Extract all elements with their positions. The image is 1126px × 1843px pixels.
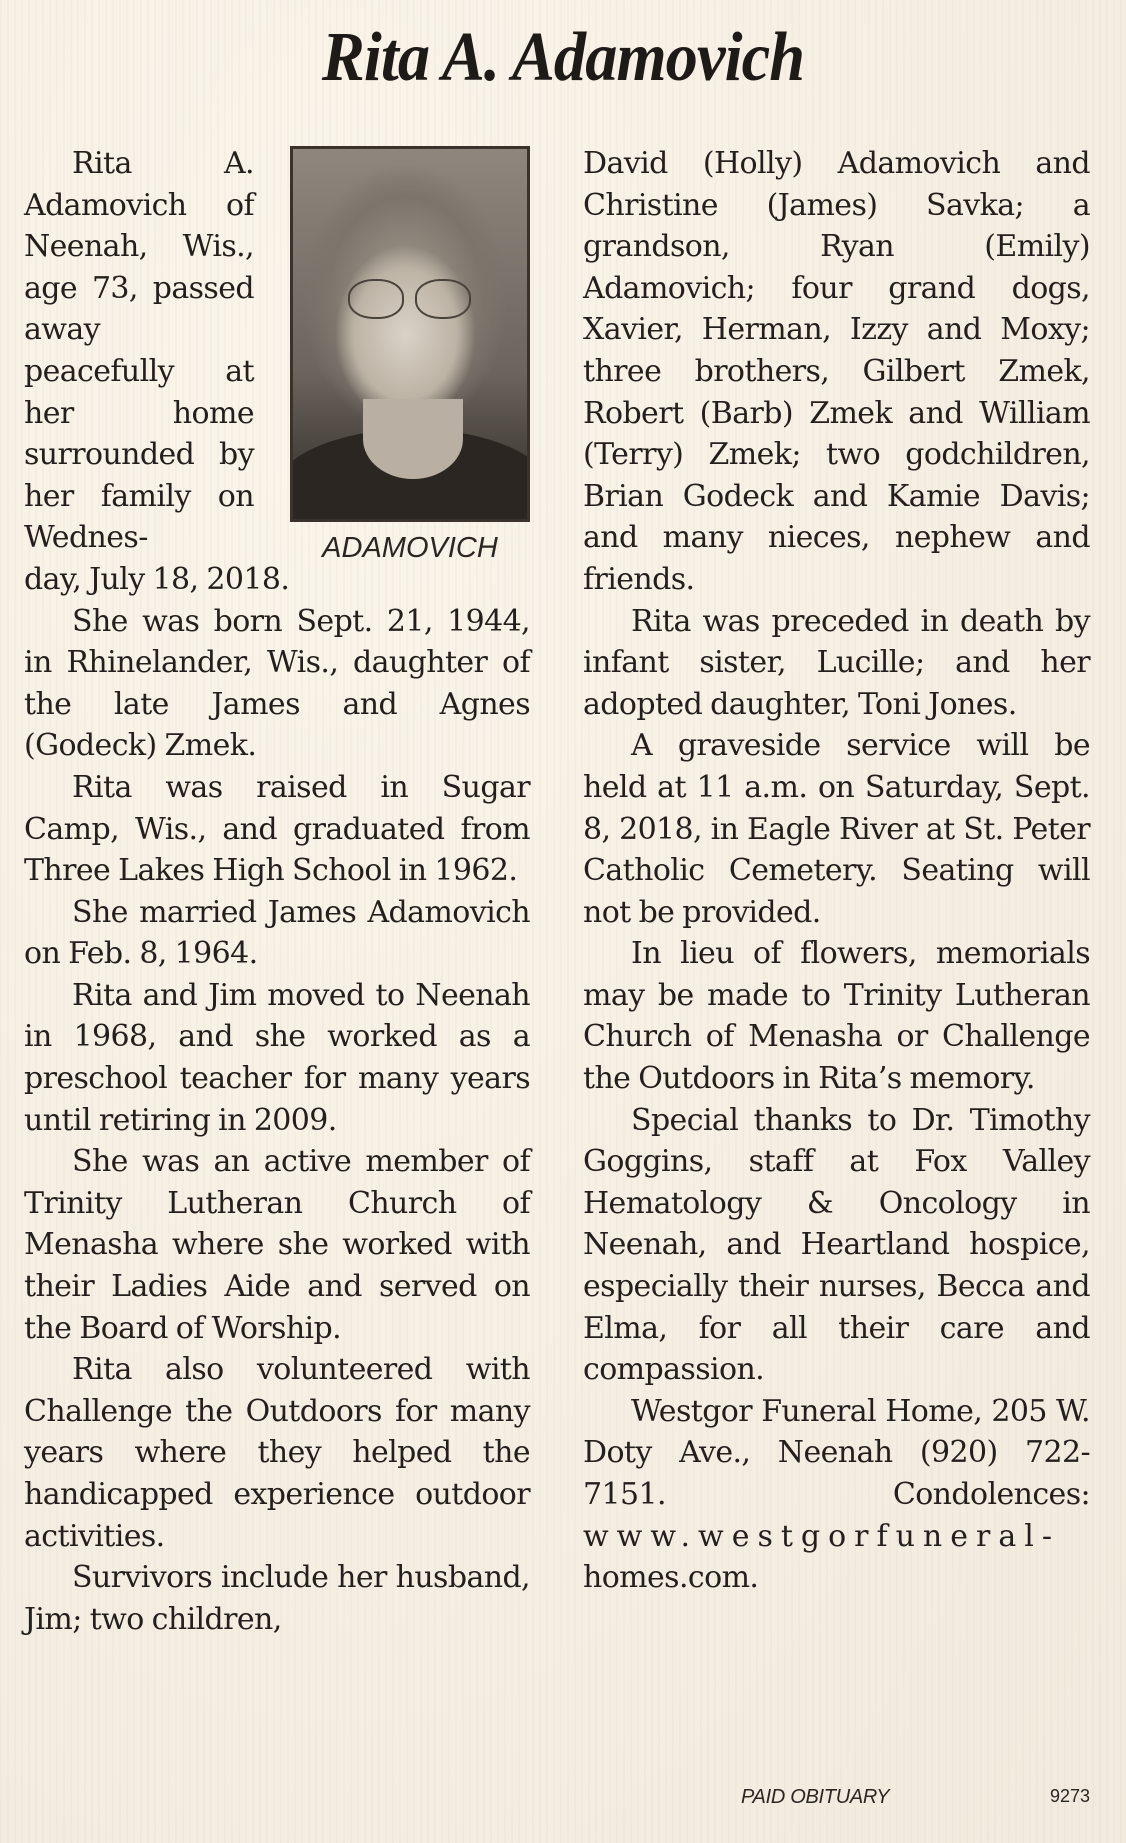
paragraph-survivors-start: Survivors include her husband, Jim; two children, — [24, 1560, 530, 1637]
paragraph-service: A graveside service will be held at 11 a.m. on Saturday, Sept. 8, 2018, in Eagle River at St. Peter Catholic Cemetery. Seating will not be provided. — [583, 728, 1090, 930]
obituary-title: Rita A. Adamovich — [321, 19, 805, 96]
intro-paragraph: Rita A. Adamovich of Neenah, Wis., age 73, passed away peacefully at her home surrounded by her family on Wednes- — [24, 146, 254, 556]
paragraph-volunteer: Rita also volunteered with Challenge the Outdoors for many years where they helped the handicapped experience outdoor activities. — [24, 1352, 530, 1554]
paragraph-birth: She was born Sept. 21, 1944, in Rhinelander, Wis., daughter of the late James and Agnes (Godeck) Zmek. — [24, 603, 530, 764]
intro-paragraph-wrap — [24, 143, 254, 559]
photo-caption: ADAMOVICH — [322, 532, 498, 564]
funeral-home-website-end[interactable]: homes.com. — [583, 1560, 759, 1596]
paragraph-career: Rita and Jim moved to Neenah in 1968, and she worked as a preschool teacher for many years until retiring in 2009. — [24, 977, 530, 1138]
intro-paragraph-end: day, July 18, 2018. — [24, 561, 290, 597]
paragraph-thanks: Special thanks to Dr. Timothy Goggins, staff at Fox Valley Hematology & Oncology in Neenah, and Heartland hospice, especially their nurses, Becca and Elma, for all their care and compassion. — [583, 1102, 1090, 1388]
ad-number: 9273 — [1049, 1786, 1090, 1806]
paragraph-memorials: In lieu of flowers, memorials may be made to Trinity Lutheran Church of Menasha or Challenge the Outdoors in Rita’s memory. — [583, 936, 1090, 1097]
funeral-home-text: Westgor Funeral Home, 205 W. Doty Ave., Neenah (920) 722-7151. Condolences: — [583, 1393, 1090, 1512]
paragraph-funeral-home — [583, 1391, 1090, 1599]
paragraph-marriage: She married James Adamovich on Feb. 8, 1964. — [24, 894, 530, 972]
paragraph-church: She was an active member of Trinity Lutheran Church of Menasha where she worked with their Ladies Aide and served on the Board of Worship. — [24, 1144, 530, 1346]
funeral-home-website[interactable]: www.westgorfuneral- — [583, 1518, 1060, 1554]
paid-obituary-label: PAID OBITUARY — [741, 1786, 890, 1808]
left-column — [24, 143, 530, 1640]
right-column — [583, 143, 1090, 1599]
paragraph-survivors-continued: David (Holly) Adamovich and Christine (James) Savka; a grandson, Ryan (Emily) Adamovich; four grand dogs, Xavier, Herman, Izzy and Moxy; three brothers, Gilbert Zmek, Robert (Barb) Zmek and William (Terry) Zmek; two godchildren, Brian Godeck and Kamie Davis; and many nieces, nephew and friends. — [583, 146, 1090, 597]
paragraph-education: Rita was raised in Sugar Camp, Wis., and graduated from Three Lakes High School in 1962. — [24, 769, 530, 889]
paragraph-preceded: Rita was preceded in death by infant sister, Lucille; and her adopted daughter, Toni Jones. — [583, 603, 1090, 722]
